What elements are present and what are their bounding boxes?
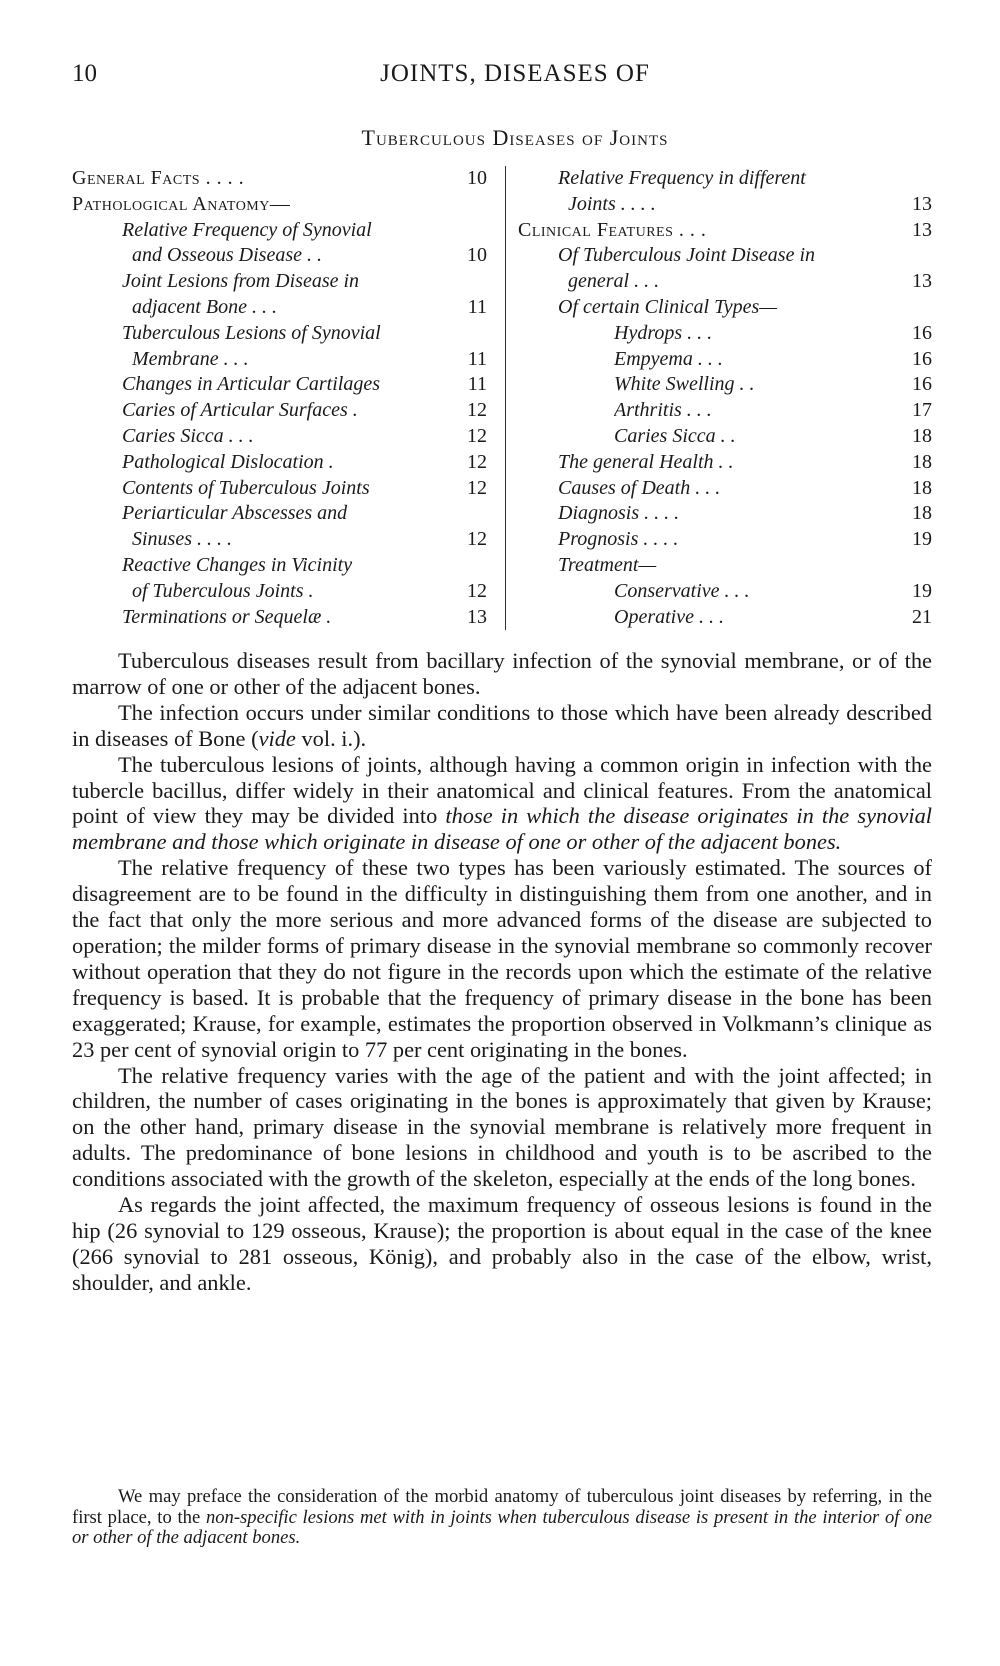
paragraph: As regards the joint affected, the maximum frequency of osseous lesions is found in the hip (26 synovial to 129 osseous, Krause); the proportion is about equal in the case of the knee (266 synovial to 281 osseous, König), and probably also in the case of the elbow, wrist, shoulder, and ankle. — [72, 1192, 932, 1295]
toc-row: Tuberculous Lesions of Synovial — [122, 321, 381, 344]
toc-row: Terminations or Sequelæ . 13 — [122, 605, 487, 628]
toc-row: Reactive Changes in Vicinity — [122, 553, 353, 576]
running-head: JOINTS, DISEASES OF — [380, 60, 650, 87]
note-paragraph: We may preface the consideration of the morbid anatomy of tuberculous joint diseases by referring, in the first place, to the non-specific lesions met with in joints when tuberculous disease is present in the interior of one or other of the adjacent bones. — [72, 1486, 933, 1548]
paragraph: The infection occurs under similar conditions to those which have been already described in diseases of Bone (vide vol. i.). — [72, 699, 932, 751]
toc-row: Relative Frequency of Synovial — [122, 218, 372, 241]
toc-row: and Osseous Disease . . 10 — [132, 244, 487, 267]
toc-row: Contents of Tuberculous Joints 12 — [122, 476, 487, 499]
toc-row: Caries Sicca . . 18 — [614, 424, 932, 447]
toc-row: Joint Lesions from Disease in — [122, 270, 360, 293]
toc-row: General Facts . . . . 10 — [72, 167, 487, 189]
paragraph: Tuberculous diseases result from bacillary infection of the synovial membrane, or of the marrow of one or other of the adjacent bones. — [72, 648, 932, 699]
toc-left-column — [72, 166, 506, 630]
toc-row: Joints . . . . 13 — [568, 192, 932, 215]
toc-row: Hydrops . . . 16 — [614, 321, 932, 344]
toc-row: Changes in Articular Cartilages 11 — [122, 373, 487, 396]
toc-row: Pathological Anatomy— — [72, 192, 291, 215]
toc-row: Sinuses . . . . 12 — [132, 528, 487, 551]
toc-row: White Swelling . . 16 — [614, 373, 932, 396]
toc-row: The general Health . . 18 — [558, 450, 932, 473]
toc-row: Diagnosis . . . . 18 — [558, 502, 932, 525]
toc-row: Caries of Articular Surfaces . 12 — [122, 399, 487, 422]
toc-row: Prognosis . . . . 19 — [558, 528, 932, 551]
paragraph: The relative frequency varies with the age of the patient and with the joint affected; in children, the number of cases originating in the bones is approximately that given by Krause; on the other hand, primary disease in the synovial membrane is relatively more frequent in adults. The predominance of bone lesions in childhood and youth is to be ascribed to the conditions associated with the growth of the skeleton, especially at the ends of the long bones. — [72, 1062, 932, 1192]
paragraph: The relative frequency of these two types has been variously estimated. The sources of disagreement are to be found in the difficulty in distinguishing them from one another, and in the fact that only the more serious and more advanced forms of the disease are subjected to operation; the milder forms of primary disease in the synovial membrane so commonly recover without operation that they do not figure in the records upon which the estimate of the relative frequency is based. It is probable that the frequency of primary disease in the bone has been exaggerated; Krause, for example, estimates the proportion observed in Volkmann’s clinique as 23 per cent of synovial origin to 77 per cent originating in the bones. — [72, 855, 932, 1062]
body-text — [72, 648, 932, 1296]
toc-row: Empyema . . . 16 — [614, 347, 932, 370]
toc-row: Of Tuberculous Joint Disease in — [558, 244, 816, 267]
toc-row: Of certain Clinical Types— — [558, 295, 778, 318]
paragraph: The tuberculous lesions of joints, although having a common origin in infection with the tubercle bacillus, differ widely in their anatomical and clinical features. From the anatomical point of view they may be divided into those in which the disease originates in the synovial membrane and those which originate in disease of one or other of the adjacent bones. — [72, 751, 932, 855]
toc-row: Conservative . . . 19 — [614, 579, 932, 602]
table-of-contents — [72, 166, 932, 630]
toc-row: Pathological Dislocation . 12 — [122, 450, 487, 473]
toc-row: general . . . 13 — [568, 270, 932, 293]
toc-row: of Tuberculous Joints . 12 — [132, 579, 487, 602]
toc-row: Periarticular Abscesses and — [122, 502, 348, 525]
toc-row: adjacent Bone . . . 11 — [132, 295, 487, 318]
toc-row: Operative . . . 21 — [614, 605, 932, 628]
page-number: 10 — [72, 60, 97, 87]
toc-row: Membrane . . . 11 — [132, 347, 487, 370]
toc-row: Clinical Features . . . 13 — [518, 218, 932, 241]
toc-row: Arthritis . . . 17 — [614, 399, 932, 422]
toc-row: Caries Sicca . . . 12 — [122, 424, 487, 447]
toc-row: Treatment— — [558, 553, 657, 576]
toc-right-column — [506, 166, 932, 630]
toc-row: Causes of Death . . . 18 — [558, 476, 932, 499]
toc-row: Relative Frequency in different — [558, 167, 806, 189]
toc-title: Tuberculous Diseases of Joints — [361, 125, 669, 150]
